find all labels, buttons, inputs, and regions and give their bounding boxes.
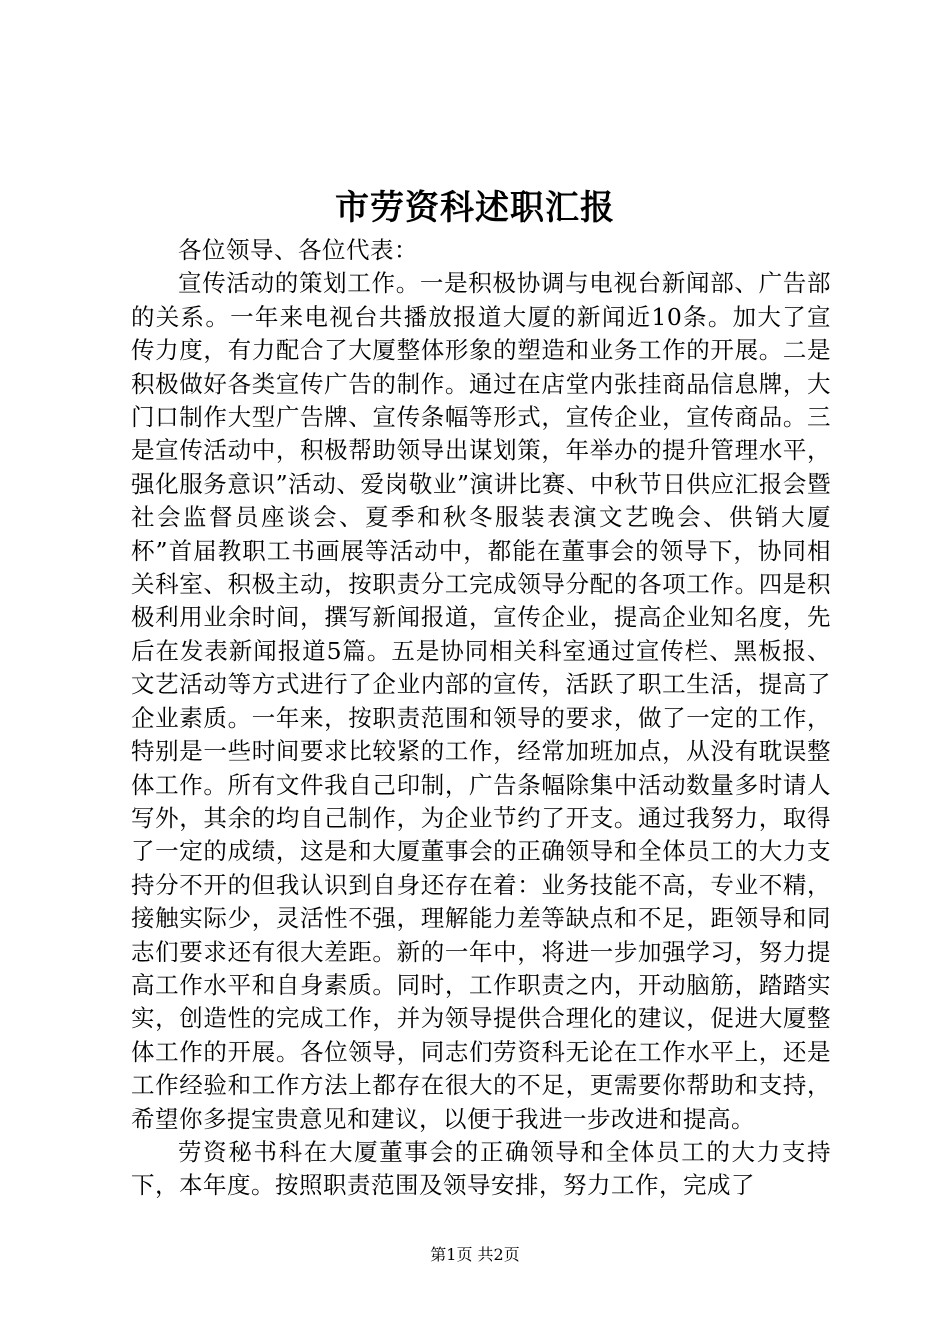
salutation: 各位领导、各位代表： (178, 236, 418, 264)
body-paragraph: 劳资秘书科在大厦董事会的正确领导和全体员工的大力支持下，本年度。按照职责范围及领导安排，努力工作，完成了 (131, 1137, 831, 1200)
body-paragraph: 宣传活动的策划工作。一是积极协调与电视台新闻部、广告部的关系。一年来电视台共播放报道大厦的新闻近10条。加大了宣传力度，有力配合了大厦整体形象的塑造和业务工作的开展。二是积极做好各类宣传广告的制作。通过在店堂内张挂商品信息牌，大门口制作大型广告牌、宣传条幅等形式，宣传企业，宣传商品。三是宣传活动中，积极帮助领导出谋划策，年举办的提升管理水平，强化服务意识”活动、爱岗敬业”演讲比赛、中秋节日供应汇报会暨社会监督员座谈会、夏季和秋冬服装表演文艺晚会、供销大厦杯”首届教职工书画展等活动中，都能在董事会的领导下，协同相关科室、积极主动，按职责分工完成领导分配的各项工作。四是积极利用业余时间，撰写新闻报道，宣传企业，提高企业知名度，先后在发表新闻报道5篇。五是协同相关科室通过宣传栏、黑板报、文艺活动等方式进行了企业内部的宣传，活跃了职工生活，提高了企业素质。一年来，按职责范围和领导的要求，做了一定的工作，特别是一些时间要求比较紧的工作，经常加班加点，从没有耽误整体工作。所有文件我自己印制，广告条幅除集中活动数量多时请人写外，其余的均自己制作，为企业节约了开支。通过我努力，取得了一定的成绩，这是和大厦董事会的正确领导和全体员工的大力支持分不开的但我认识到自身还存在着：业务技能不高，专业不精，接触实际少，灵活性不强，理解能力差等缺点和不足，距领导和同志们要求还有很大差距。新的一年中，将进一步加强学习，努力提高工作水平和自身素质。同时，工作职责之内，开动脑筋，踏踏实实，创造性的完成工作，并为领导提供合理化的建议，促进大厦整体工作的开展。各位领导，同志们劳资科无论在工作水平上，还是工作经验和工作方法上都存在很大的不足，更需要你帮助和支持，希望你多提宝贵意见和建议，以便于我进一步改进和提高。 (131, 269, 831, 1133)
document-body (131, 234, 831, 1203)
page-number-footer: 第1页 共2页 (430, 1245, 520, 1264)
document-title: 市劳资科述职汇报 (335, 188, 615, 228)
